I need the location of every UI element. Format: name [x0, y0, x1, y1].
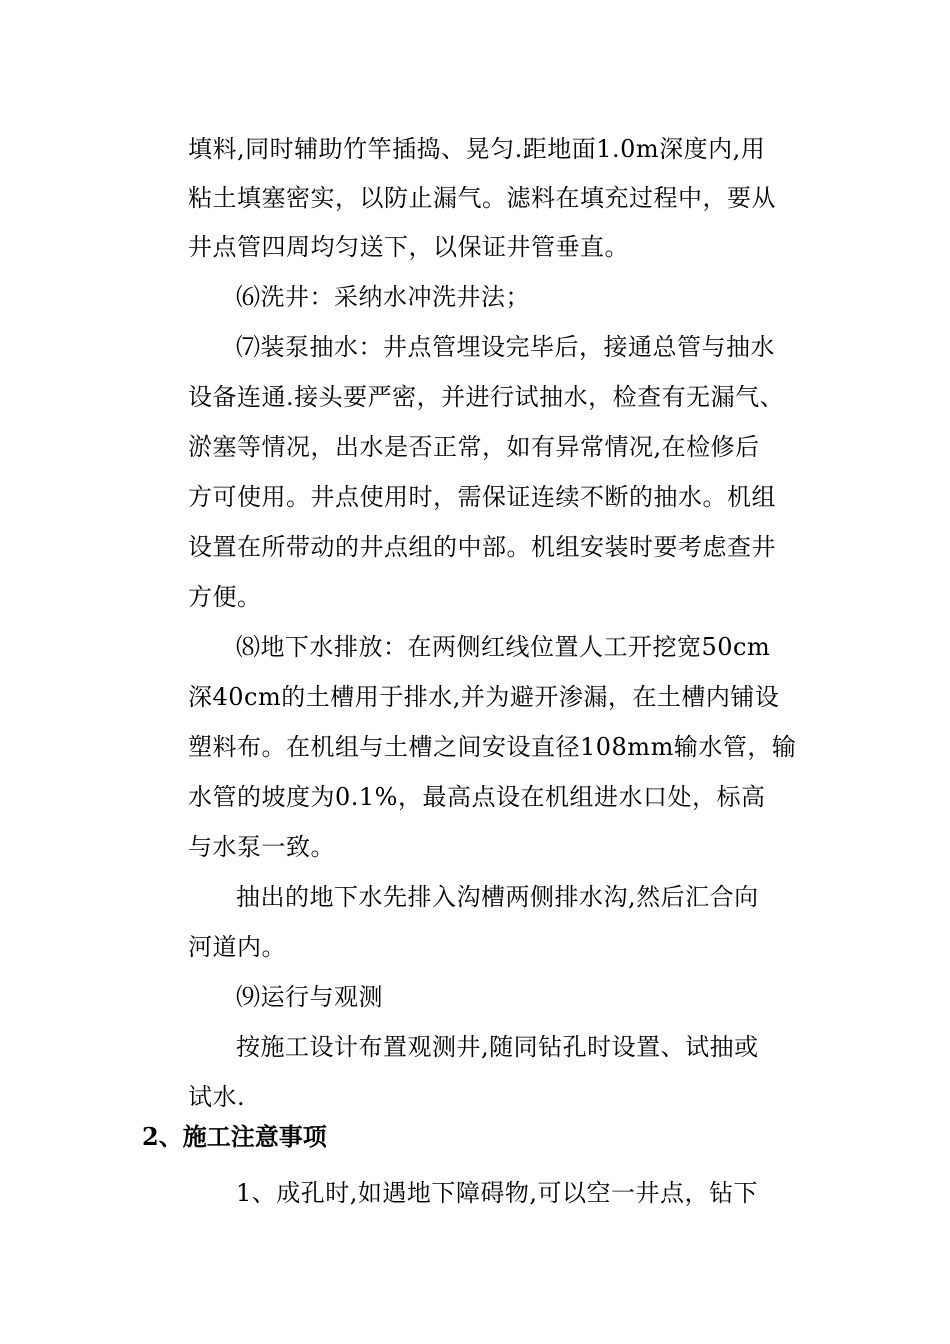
text-line: 水管的坡度为0.1%，最高点设在机组进水口处，标高 [188, 783, 766, 811]
text-line: 填料,同时辅助竹竿插捣、晃匀.距地面1.0m深度内,用 [188, 135, 766, 163]
text-line: 淤塞等情况，出水是否正常，如有异常情况,在检修后 [188, 433, 760, 461]
text-line: 方便。 [188, 583, 262, 611]
text-line: 粘土填塞密实，以防止漏气。滤料在填充过程中，要从 [188, 184, 776, 212]
text-line: 河道内。 [188, 933, 286, 961]
text-line: 设置在所带动的井点组的中部。机组安装时要考虑查井 [188, 533, 776, 561]
text-line: 按施工设计布置观测井,随同钻孔时设置、试抽或 [236, 1033, 759, 1061]
text-line: ⑺装泵抽水：井点管埋设完毕后，接通总管与抽水 [236, 333, 775, 361]
section-heading: 2、施工注意事项 [142, 1122, 327, 1151]
text-line: 与水泵一致。 [188, 833, 335, 861]
text-line: 试水. [188, 1083, 246, 1111]
text-line: 井点管四周均匀送下，以保证井管垂直。 [188, 233, 629, 261]
text-line: ⑹洗井：采纳水冲洗井法； [236, 283, 530, 311]
text-line: 方可使用。井点使用时，需保证连续不断的抽水。机组 [188, 483, 776, 511]
text-line: 1、成孔时,如遇地下障碍物,可以空一井点，钻下 [236, 1179, 759, 1207]
text-line: 塑料布。在机组与土槽之间安设直径108mm输水管，输 [188, 733, 797, 761]
text-line: ⑼运行与观测 [236, 983, 383, 1011]
text-line: 设备连通.接头要严密，并进行试抽水，检查有无漏气、 [188, 383, 785, 411]
text-line: 抽出的地下水先排入沟槽两侧排水沟,然后汇合向 [236, 883, 759, 911]
text-line: ⑻地下水排放：在两侧红线位置人工开挖宽50cm [236, 633, 771, 661]
text-line: 深40cm的土槽用于排水,并为避开渗漏，在土槽内铺设 [188, 683, 780, 711]
